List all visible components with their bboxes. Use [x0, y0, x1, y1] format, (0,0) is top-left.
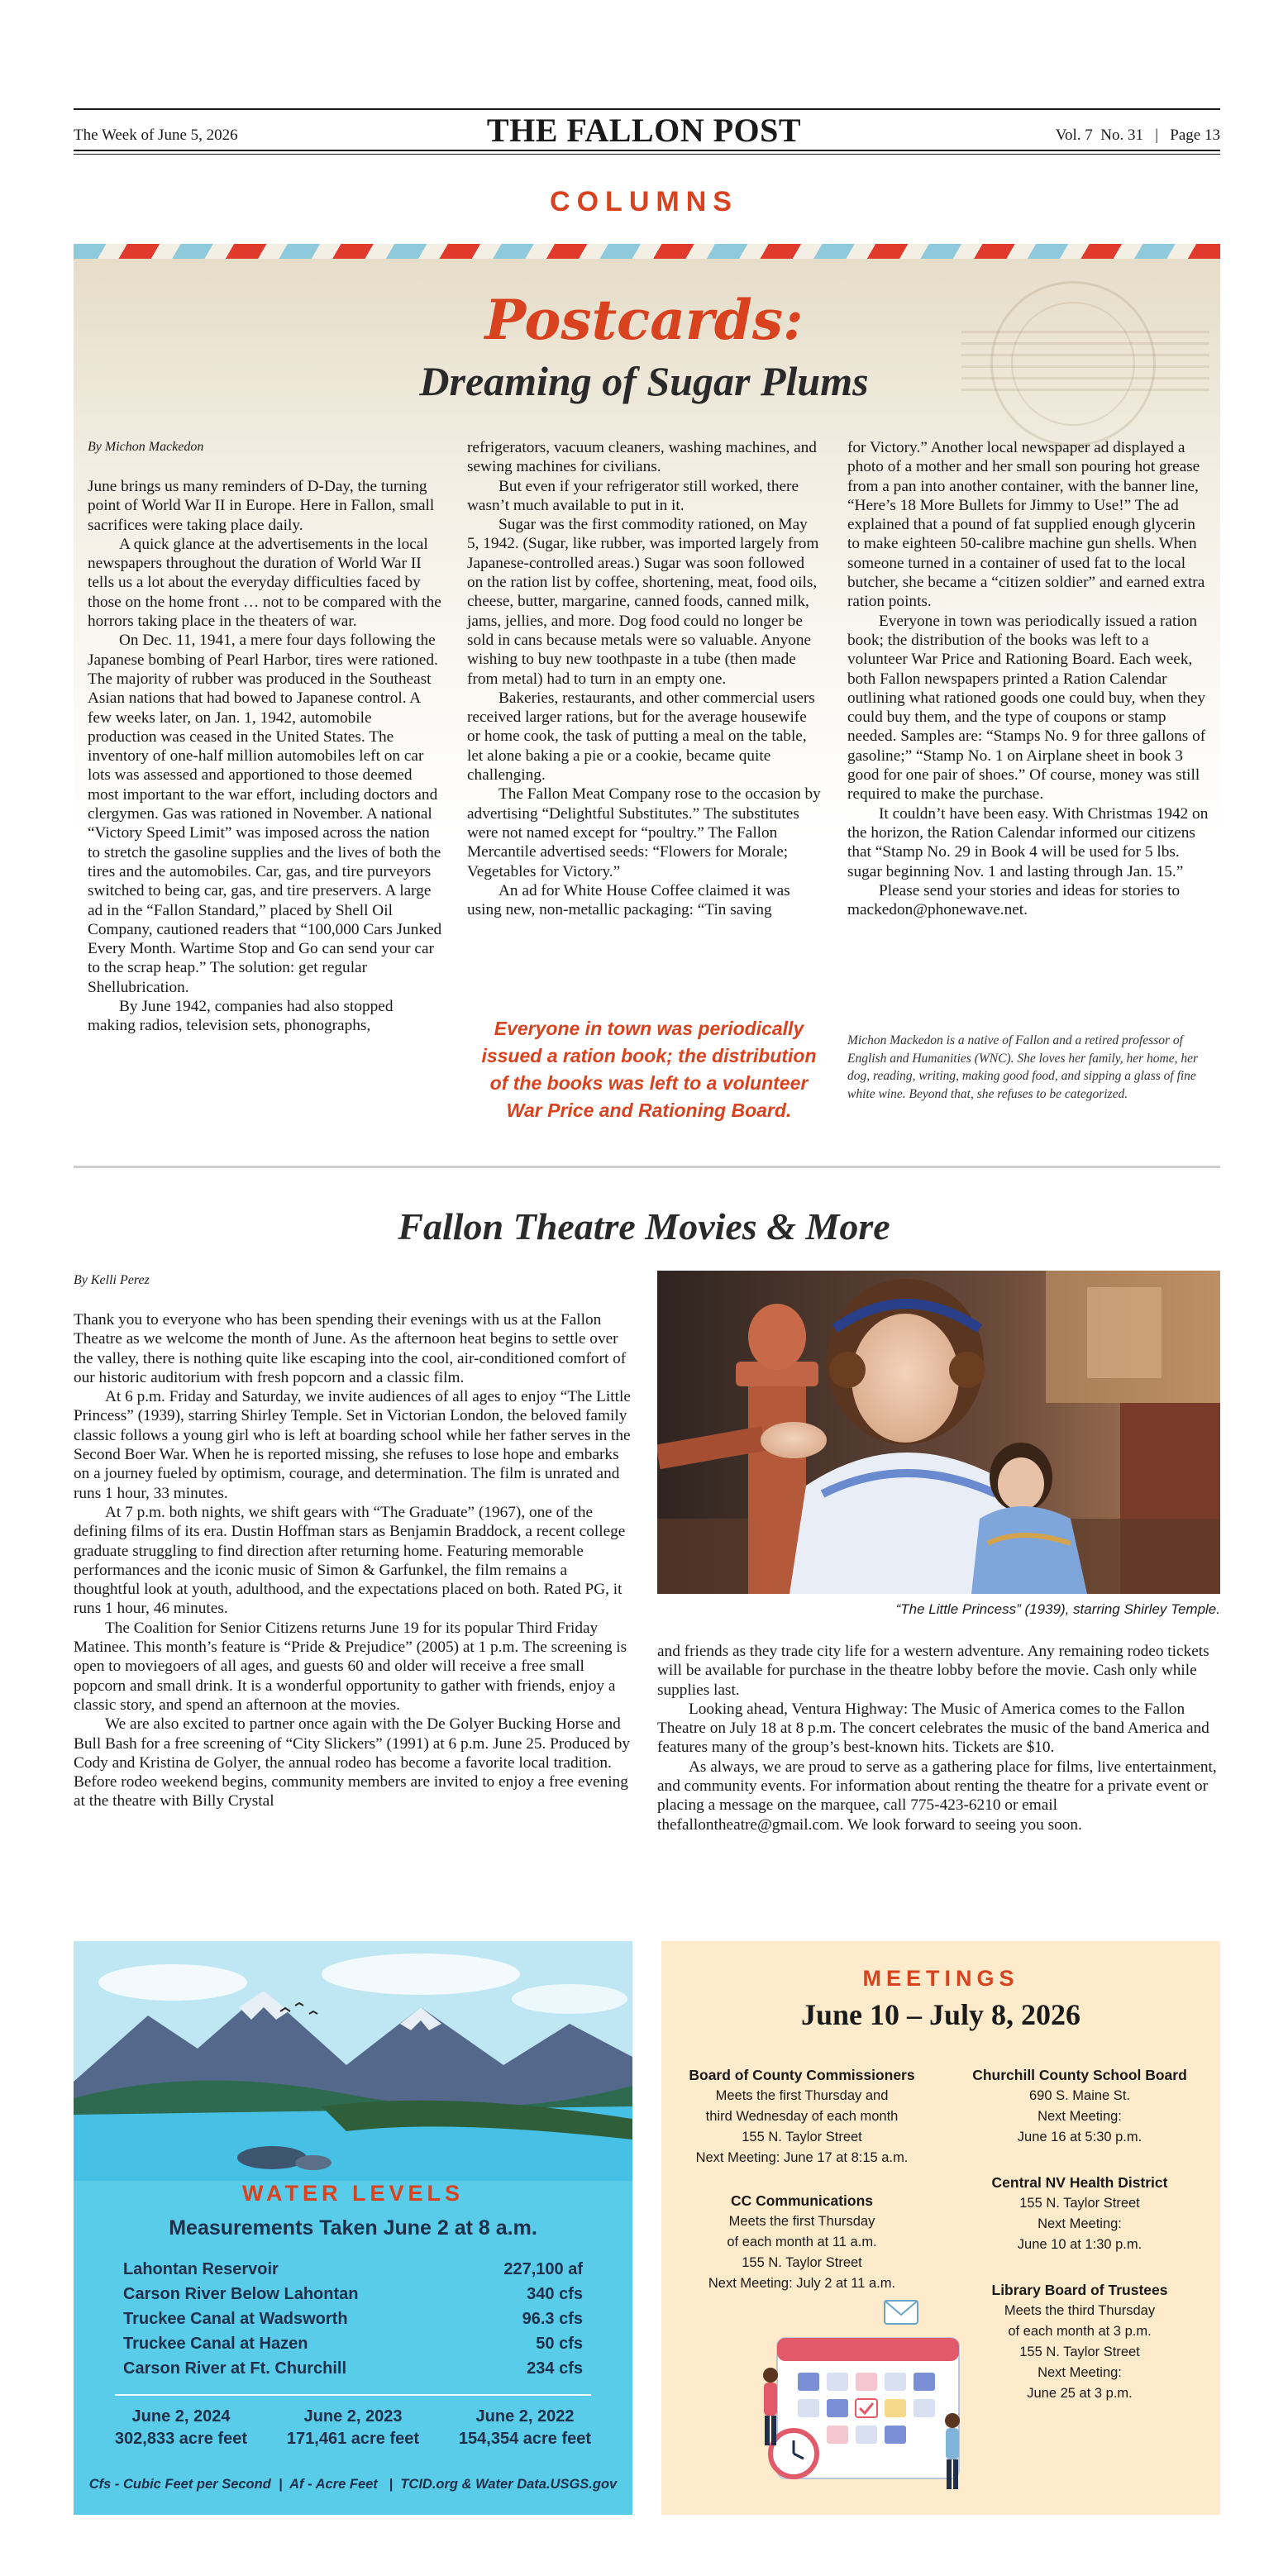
meeting-name: Churchill County School Board: [972, 2067, 1187, 2083]
meeting-detail: June 25 at 3 p.m.: [1027, 2386, 1133, 2401]
meeting-entry: [678, 2191, 926, 2294]
water-row-name: Carson River Below Lahontan: [123, 2285, 359, 2303]
paragraph: By June 1942, companies had also stopped making radios, television sets, phonographs,: [88, 998, 394, 1035]
paragraph: and friends as they trade city life for a western adventure. Any remaining rodeo tickets will be available for purchase in the theatre lobby before the movie. Cash only while supplies last.: [657, 1643, 1209, 1699]
paragraph: At 7 p.m. both nights, we shift gears with “The Graduate” (1967), one of the defining films of its era. Dustin Hoffman stars as Benjamin Braddock, a recent college graduate struggling to find direction after returning home. Featuring memorable performances and the iconic music of Simon & Garfunkel, the film remains a thoughtful look at youth, adulthood, and the expectations placed on both. Rated PG, it runs 1 hour, 46 minutes.: [74, 1503, 626, 1618]
article-column-2: [467, 438, 823, 919]
paragraph: The Fallon Meat Company rose to the occasion by advertising “Delightful Substitutes.” The substitutes were not named except for “poultry.” The Fallon Mercantile advertised seeds: “Flowers for Morale; Vegetables for Victory.”: [467, 785, 821, 880]
water-year-block: [270, 2406, 436, 2450]
paragraph: An ad for White House Coffee claimed it was using new, non-metallic packaging: “Tin saving: [467, 881, 790, 919]
water-row-name: Truckee Canal at Wadsworth: [123, 2310, 348, 2328]
paragraph: As always, we are proud to serve as a gathering place for films, live entertainment, and community events. For information about renting the theatre for a private event or placing a message on the marquee, call 775-423-6210 or email thefallontheatre@gmail.com. We look forward to seeing you soon.: [657, 1758, 1217, 1834]
paragraph: At 6 p.m. Friday and Saturday, we invite audiences of all ages to enjoy “The Little Princess” (1939), starring Shirley Temple. Set in Victorian London, the beloved family classic follows a young girl who is left at boarding school while her father serves in the Second Boer War. When he is reported missing, she refuses to lose hope and embarks on a journey fueled by optimism, courage, and determination. The film is unrated and runs 1 hour, 33 minutes.: [74, 1388, 631, 1502]
water-levels-subtitle: Measurements Taken June 2 at 8 a.m.: [169, 2216, 537, 2240]
masthead-rule: [74, 150, 1220, 151]
water-levels-title: WATER LEVELS: [241, 2181, 464, 2206]
meeting-entry: [956, 2280, 1204, 2404]
water-year-block: [98, 2406, 264, 2450]
meeting-entry: [956, 2173, 1204, 2255]
water-row-value: 234 cfs: [527, 2359, 583, 2378]
author-bio: Michon Mackedon is a native of Fallon and a retired professor of English and Humanities (WNC). She loves her family, her home, her dog, reading, writing, making good food, and sipping a glass of fine white wine. Beyond that, she refuses to be categorized.: [847, 1033, 1199, 1101]
meeting-detail: Next Meeting:: [1038, 2109, 1122, 2124]
meeting-detail: Next Meeting: June 17 at 8:15 a.m.: [695, 2150, 909, 2165]
meeting-detail: 155 N. Taylor Street: [742, 2130, 862, 2144]
theatre-byline: By Kelli Perez: [74, 1273, 150, 1287]
water-row-value: 227,100 af: [503, 2260, 583, 2278]
issue-week: The Week of June 5, 2026: [74, 126, 238, 144]
masthead-rule-thin: [74, 154, 1220, 155]
water-year-block: [442, 2406, 608, 2450]
mountain-lake-illustration: [74, 1941, 632, 2181]
meeting-detail: Next Meeting:: [1038, 2216, 1122, 2231]
meeting-detail: Next Meeting: July 2 at 11 a.m.: [708, 2276, 896, 2291]
paragraph: But even if your refrigerator still worked, there wasn’t much available to put in it.: [467, 477, 799, 514]
paragraph: June brings us many reminders of D-Day, the turning point of World War II in Europe. Here in Fallon, small sacrifices were taking place daily.: [88, 478, 435, 534]
meeting-detail: Meets the third Thursday: [1004, 2303, 1156, 2318]
postcards-script-title: Postcards:: [484, 288, 804, 352]
meeting-name: Library Board of Trustees: [991, 2282, 1168, 2298]
water-row: [123, 2359, 583, 2378]
water-row: [123, 2310, 583, 2329]
water-row: [123, 2335, 583, 2354]
masthead-top-rule: [74, 108, 1220, 110]
meeting-detail: third Wednesday of each month: [705, 2109, 899, 2124]
calendar-illustration: [761, 2297, 976, 2503]
meeting-detail: of each month at 11 a.m.: [727, 2235, 877, 2249]
theatre-headline: Fallon Theatre Movies & More: [398, 1205, 890, 1247]
meeting-detail: 690 S. Maine St.: [1029, 2088, 1130, 2103]
photo-caption: “The Little Princess” (1939), starring Shirley Temple.: [895, 1601, 1220, 1617]
newspaper-title: THE FALLON POST: [486, 112, 802, 149]
meetings-date-range: June 10 – July 8, 2026: [800, 1998, 1081, 2031]
year-value: 302,833 acre feet: [114, 2430, 248, 2448]
paragraph: Everyone in town was periodically issued a ration book; the distribution of the books was left to a volunteer War Price and Rationing Board. Each week, both Fallon newspapers printed a Ration Calendar outlining what rationed goods one could buy, when they could buy them, and the type of coupons or stamp needed. Samples are: “Stamps No. 9 for three gallons of gasoline;” “Stamp No. 1 on Airplane sheet in book 3 good for one pair of shoes.” Of course, money was still required to make the purchase.: [847, 612, 1206, 804]
issue-volume-page: Vol. 7 No. 31 | Page 13: [1055, 126, 1220, 144]
film-still-illustration: [657, 1271, 1220, 1594]
theatre-column-1: [74, 1310, 633, 1811]
meeting-name: CC Communications: [730, 2192, 874, 2209]
paragraph: On Dec. 11, 1941, a mere four days following the Japanese bombing of Pearl Harbor, tires were rationed. The majority of rubber was produced in the Southeast Asian nations that had bowed to Japanese control. A few weeks later, on Jan. 1, 1942, automobile production was ceased in the United States. The inventory of one-half million automobiles left on car lots was assessed and apportioned to those deemed most important to the war effort, including doctors and clergymen. Gas was rationed in November. A national “Victory Speed Limit” was imposed across the nation to stretch the gasoline supplies and the lives of both the tires and the automobiles. Car, gas, and tire purveyors switched to being car, gas, and tire preservers. A large ad in the “Fallon Standard,” placed by Shell Oil Company, cautioned readers that “100,000 Cars Junked Every Month. Wartime Stop and Go can send your car to the scrap heap.” The solution: get regular Shellubrication.: [88, 632, 442, 996]
meeting-detail: June 16 at 5:30 p.m.: [1017, 2130, 1143, 2144]
meeting-detail: 155 N. Taylor Street: [1019, 2345, 1140, 2359]
meeting-name: Central NV Health District: [991, 2174, 1168, 2191]
article-headline: Dreaming of Sugar Plums: [419, 358, 869, 404]
meetings-panel: [661, 1941, 1220, 2515]
water-footnote: Cfs - Cubic Feet per Second | Af - Acre Feet | TCID.org & Water Data.USGS.gov: [88, 2477, 618, 2492]
water-row-name: Carson River at Ft. Churchill: [123, 2359, 347, 2378]
water-row: [123, 2285, 583, 2304]
meeting-detail: June 10 at 1:30 p.m.: [1017, 2237, 1143, 2252]
meeting-name: Board of County Commissioners: [689, 2067, 915, 2083]
email-paragraph: Please send your stories and ideas for stories to mackedon@phonewave.net.: [847, 881, 1181, 919]
paragraph: refrigerators, vacuum cleaners, washing machines, and sewing machines for civilians.: [467, 439, 817, 476]
water-row-name: Lahontan Reservoir: [123, 2260, 279, 2278]
pull-quote: Everyone in town was periodically issued a ration book; the distribution of the books was left to a volunteer War Price and Rationing Board.: [481, 1018, 817, 1121]
year-date: June 2, 2024: [131, 2407, 231, 2426]
airmail-stripe: [74, 244, 1220, 259]
water-rule: [115, 2394, 591, 2396]
theatre-column-2: [657, 1642, 1220, 1834]
person-figure: [763, 2368, 778, 2445]
paragraph: Sugar was the first commodity rationed, on May 5, 1942. (Sugar, like rubber, was imported largely from Japanese-controlled areas.) Sugar was soon followed on the ration list by coffee, shortening, meat, food oils, cheese, butter, margarine, canned foods, canned milk, jams, jellies, and more. Dog food could no longer be sold in cans because metals were so valuable. Anyone wishing to buy new toothpaste in a tube (then made from metal) had to turn in an empty one.: [467, 516, 819, 688]
meetings-label: MEETINGS: [862, 1966, 1019, 1991]
meeting-detail: of each month at 3 p.m.: [1008, 2324, 1152, 2339]
section-label: COLUMNS: [550, 186, 738, 217]
year-value: 171,461 acre feet: [286, 2430, 420, 2448]
meeting-detail: 155 N. Taylor Street: [1019, 2196, 1140, 2211]
paragraph: Bakeries, restaurants, and other commercial users received larger rations, but for the average housewife or home cook, the task of putting a meal on the table, let alone baking a pie or a cookie, became quite challenging.: [467, 689, 815, 785]
article-byline: By Michon Mackedon: [88, 440, 204, 454]
water-levels-panel: [74, 1941, 632, 2515]
water-row-value: 96.3 cfs: [522, 2310, 583, 2328]
meeting-entry: [678, 2065, 926, 2168]
meeting-detail: Next Meeting:: [1038, 2365, 1122, 2380]
article-column-3: [847, 438, 1211, 919]
paragraph: for Victory.” Another local newspaper ad displayed a photo of a mother and her small son pouring hot grease from a pan into another container, with the banner line, “Here’s 18 More Bullets for Jimmy to Use!” The ad explained that a pound of fat supplied enough glycerin to make eighteen 50-calibre machine gun shells. When someone turned in a container of used fat to the local butcher, she became a “citizen soldier” and earned extra ration points.: [847, 439, 1205, 611]
water-row: [123, 2260, 583, 2279]
paragraph: Looking ahead, Ventura Highway: The Music of America comes to the Fallon Theatre on July 18 at 8 p.m. The concert celebrates the music of the band America and features many of the group’s best-known hits. Tickets are $10.: [657, 1700, 1209, 1757]
film-still-photo: [657, 1271, 1220, 1594]
article-column-1: [88, 477, 443, 1036]
clock-icon: [770, 2431, 817, 2477]
meeting-detail: 155 N. Taylor Street: [742, 2255, 862, 2270]
paragraph: It couldn’t have been easy. With Christmas 1942 on the horizon, the Ration Calendar informed our citizens that “Stamp No. 29 in Book 4 will be used for 5 lbs. sugar beginning Nov. 1 and lasting through Jan. 15.”: [847, 804, 1209, 880]
meeting-entry: [956, 2065, 1204, 2148]
meeting-detail: Meets the first Thursday: [728, 2214, 875, 2229]
envelope-icon: [885, 2301, 918, 2324]
paragraph: We are also excited to partner once again with the De Golyer Bucking Horse and Bull Bash for a free screening of “City Slickers” (1991) at 6 p.m. June 25. Produced by Cody and Kristina de Golyer, the annual rodeo has become a favorite local tradition. Before rodeo weekend begins, community members are invited to enjoy a free evening at the theatre with Billy Crystal: [74, 1715, 631, 1810]
meeting-detail: Meets the first Thursday and: [715, 2088, 889, 2103]
section-divider: [74, 1166, 1220, 1168]
water-row-value: 340 cfs: [527, 2285, 583, 2303]
water-row-value: 50 cfs: [536, 2335, 583, 2353]
year-value: 154,354 acre feet: [458, 2430, 592, 2448]
paragraph: Thank you to everyone who has been spending their evenings with us at the Fallon Theatre as we welcome the month of June. As the afternoon heat begins to settle over the valley, there is nothing quite like escaping into the cool, air-conditioned comfort of our historic auditorium with fresh popcorn and a classic film.: [74, 1311, 627, 1386]
year-date: June 2, 2023: [303, 2407, 403, 2426]
water-row-name: Truckee Canal at Hazen: [123, 2335, 308, 2353]
paragraph: The Coalition for Senior Citizens returns June 19 for its popular Third Friday Matinee. This month’s feature is “Pride & Prejudice” (2005) at 1 p.m. The screening is open to moviegoers of all ages, and guests 60 and older will receive a free small popcorn and small drink. It is a wonderful opportunity to gather with friends, enjoy a classic story, and spend an afternoon at the movies.: [74, 1619, 627, 1714]
paragraph: A quick glance at the advertisements in the local newspapers throughout the duration of World War II tells us a lot about the everyday difficulties faced by those on the home front … not to be compared with the horrors taking place in the theaters of war.: [88, 535, 441, 631]
year-date: June 2, 2022: [475, 2407, 575, 2426]
